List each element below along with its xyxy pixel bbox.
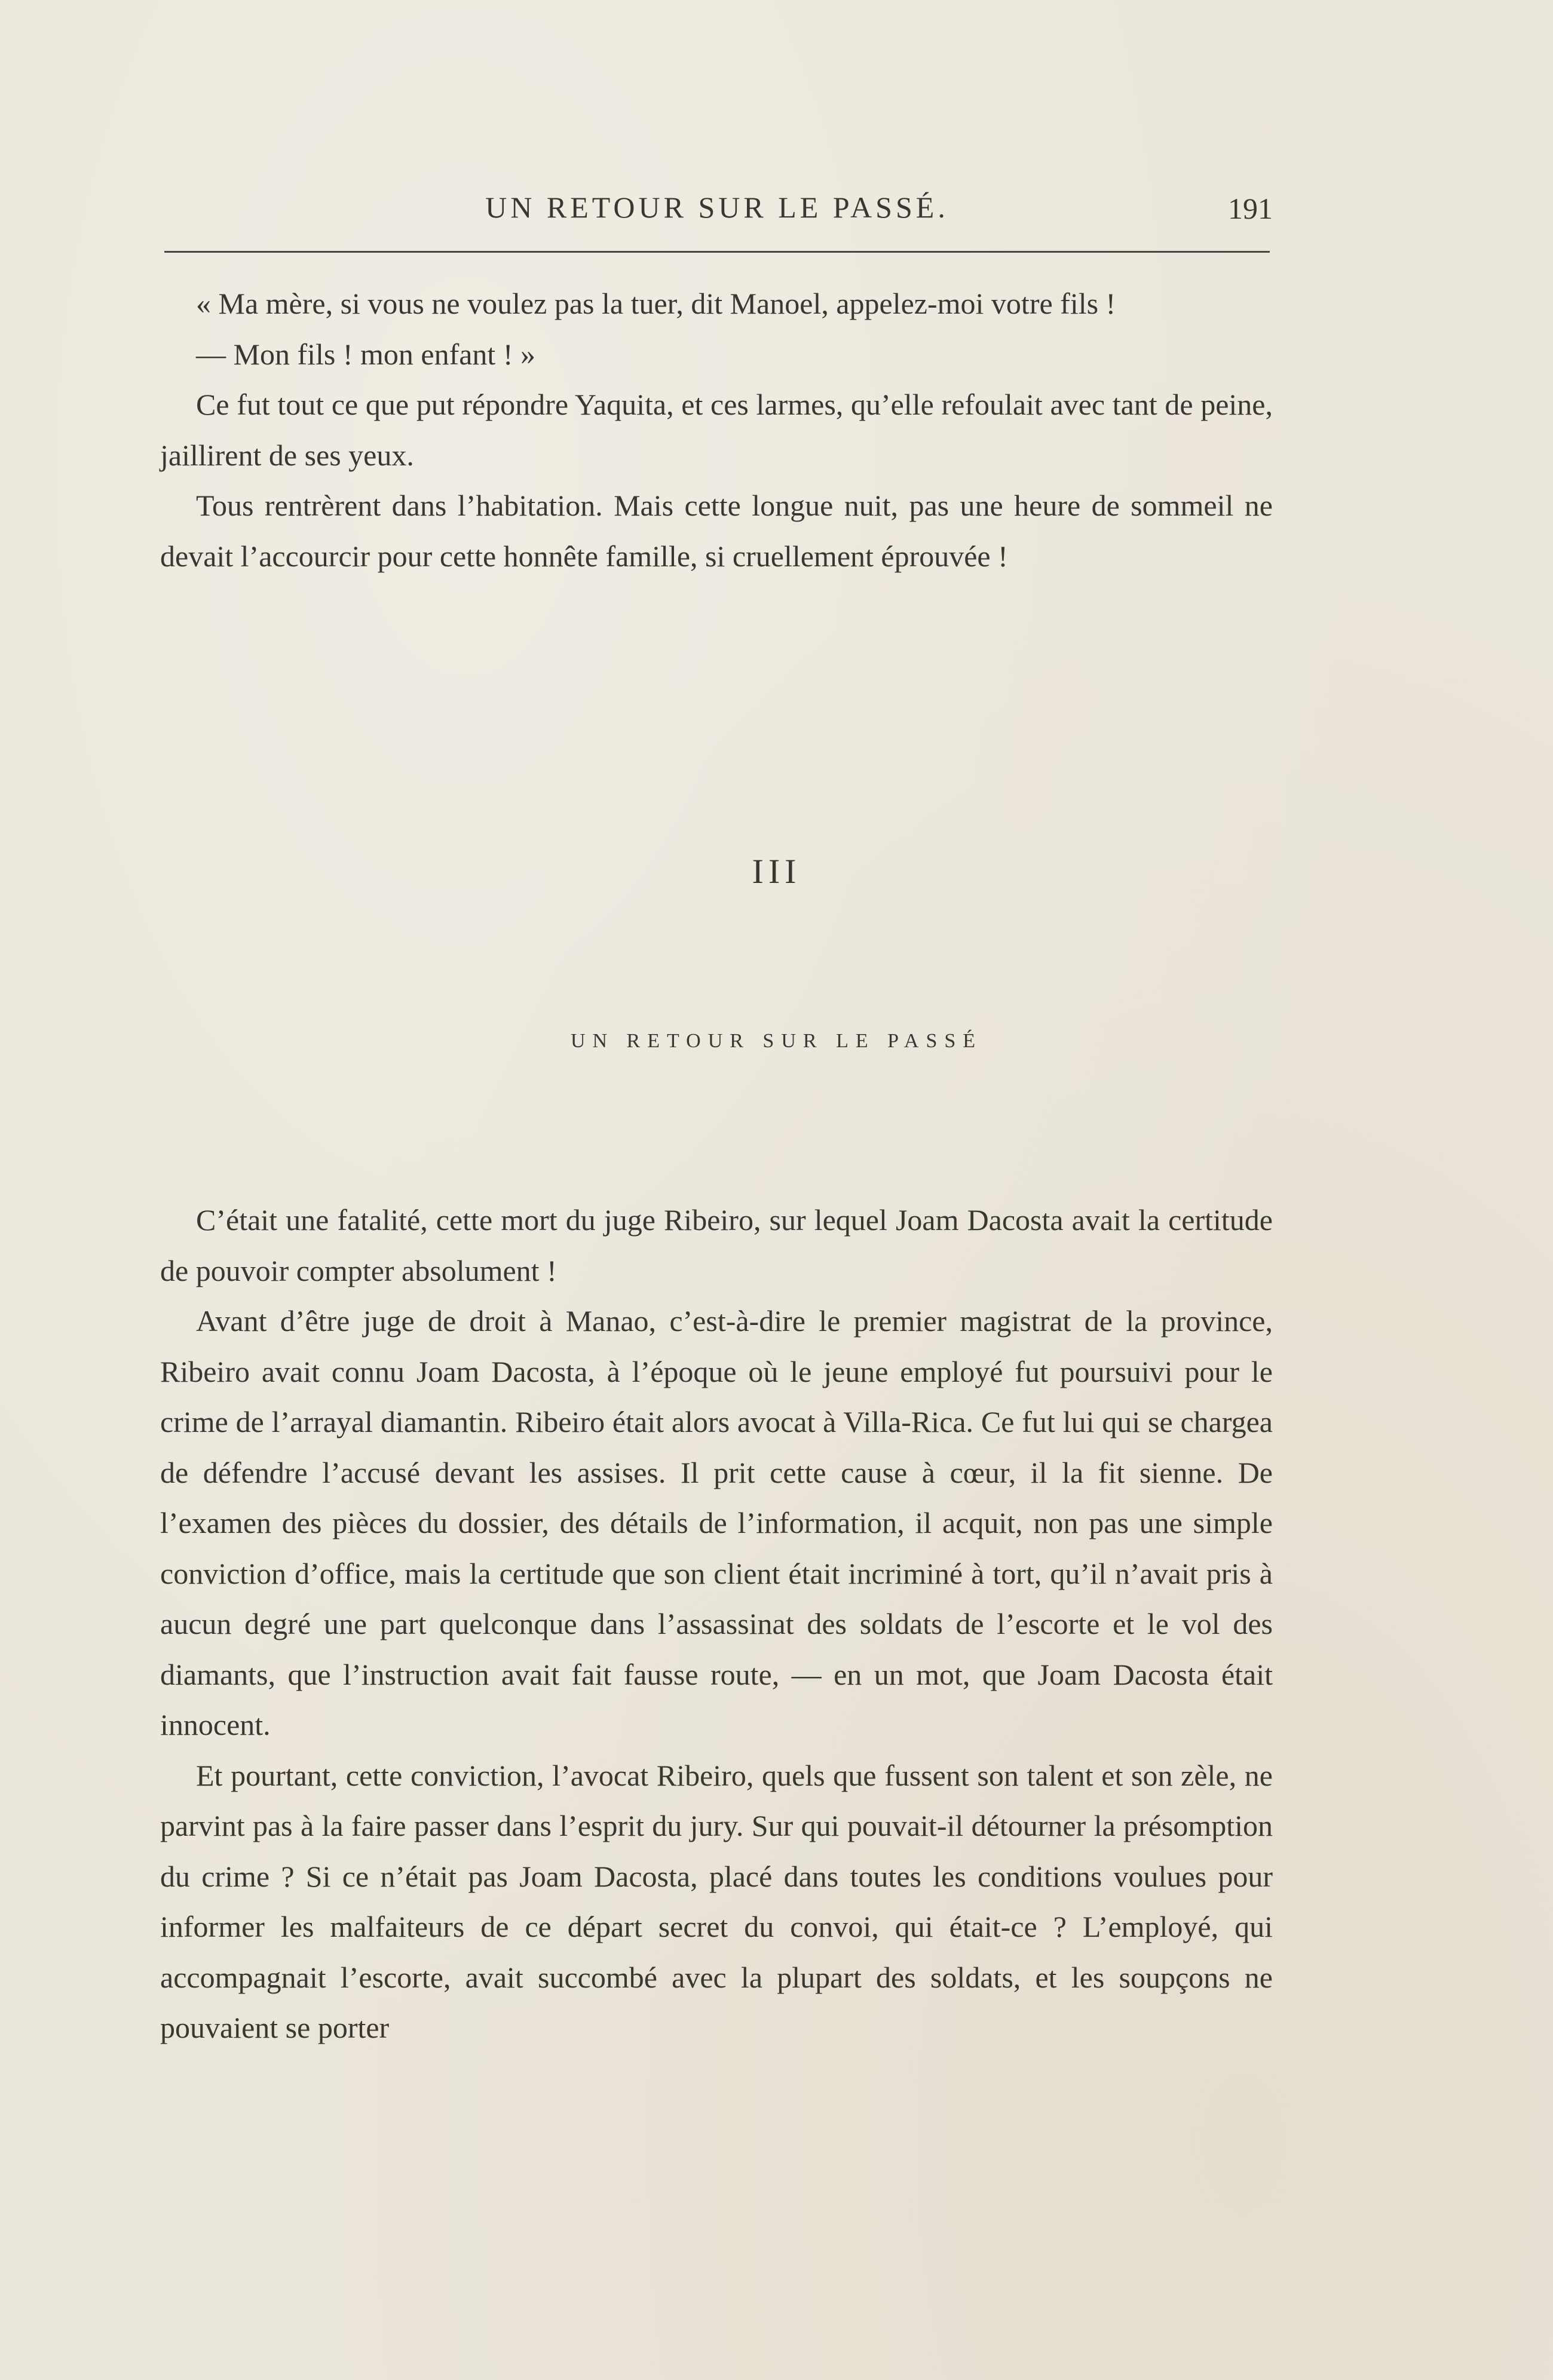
paragraph: Tous rentrèrent dans l’habitation. Mais cette longue nuit, pas une heure de sommeil ne devait l’accourcir pour cette honnête famille, si cruellement éprouvée !	[160, 489, 1273, 573]
paragraph: Et pourtant, cette conviction, l’avocat Ribeiro, quels que fussent son talent et son zèle, ne parvint pas à la faire passer dans l’esprit du jury. Sur qui pouvait-il détourner la présomption du crime ? Si ce n’était pas Joam Dacosta, placé dans toutes les conditions voulues pour informer les malfaiteurs de ce départ secret du convoi, qui était-ce ? L’employé, qui accompagnait l’escorte, avait succombé avec la plupart des soldats, et les soupçons ne pouvaient se porter	[160, 1758, 1273, 2044]
paragraph: Ce fut tout ce que put répondre Yaquita, et ces larmes, qu’elle refoulait avec tant de peine, jaillirent de ses yeux.	[160, 388, 1273, 472]
page-number: 191	[1228, 192, 1273, 225]
paragraph: « Ma mère, si vous ne voulez pas la tuer, dit Manoel, appelez-moi votre fils !	[196, 287, 1116, 320]
opening-text	[160, 278, 1273, 581]
paragraph: Avant d’être juge de droit à Manao, c’est-à-dire le premier magistrat de la province, Ribeiro avait connu Joam Dacosta, à l’époque où le jeune employé fut poursuivi pour le crime de l’arrayal diamantin. Ribeiro était alors avocat à Villa-Rica. Ce fut lui qui se chargea de défendre l’accusé devant les assises. Il prit cette cause à cœur, il la fit sienne. De l’examen des pièces du dossier, des détails de l’information, il acquit, non pas une simple conviction d’office, mais la certitude que son client était incriminé à tort, qu’il n’avait pris à aucun degré une part quelconque dans l’assassinat des soldats de l’escorte et le vol des diamants, que l’instruction avait fait fausse route, — en un mot, que Joam Dacosta était innocent.	[160, 1304, 1273, 1741]
running-title: UN RETOUR SUR LE PASSÉ.	[485, 191, 949, 224]
running-head	[161, 190, 1273, 226]
paragraph: C’était une fatalité, cette mort du juge Ribeiro, sur lequel Joam Dacosta avait la certitude de pouvoir compter absolument !	[160, 1203, 1273, 1287]
header-rule	[164, 251, 1270, 253]
paragraph: — Mon fils ! mon enfant ! »	[196, 337, 535, 371]
chapter-title: UN RETOUR SUR LE PASSÉ	[570, 1030, 983, 1052]
chapter-text	[160, 1195, 1273, 2053]
chapter-number: III	[752, 852, 801, 891]
